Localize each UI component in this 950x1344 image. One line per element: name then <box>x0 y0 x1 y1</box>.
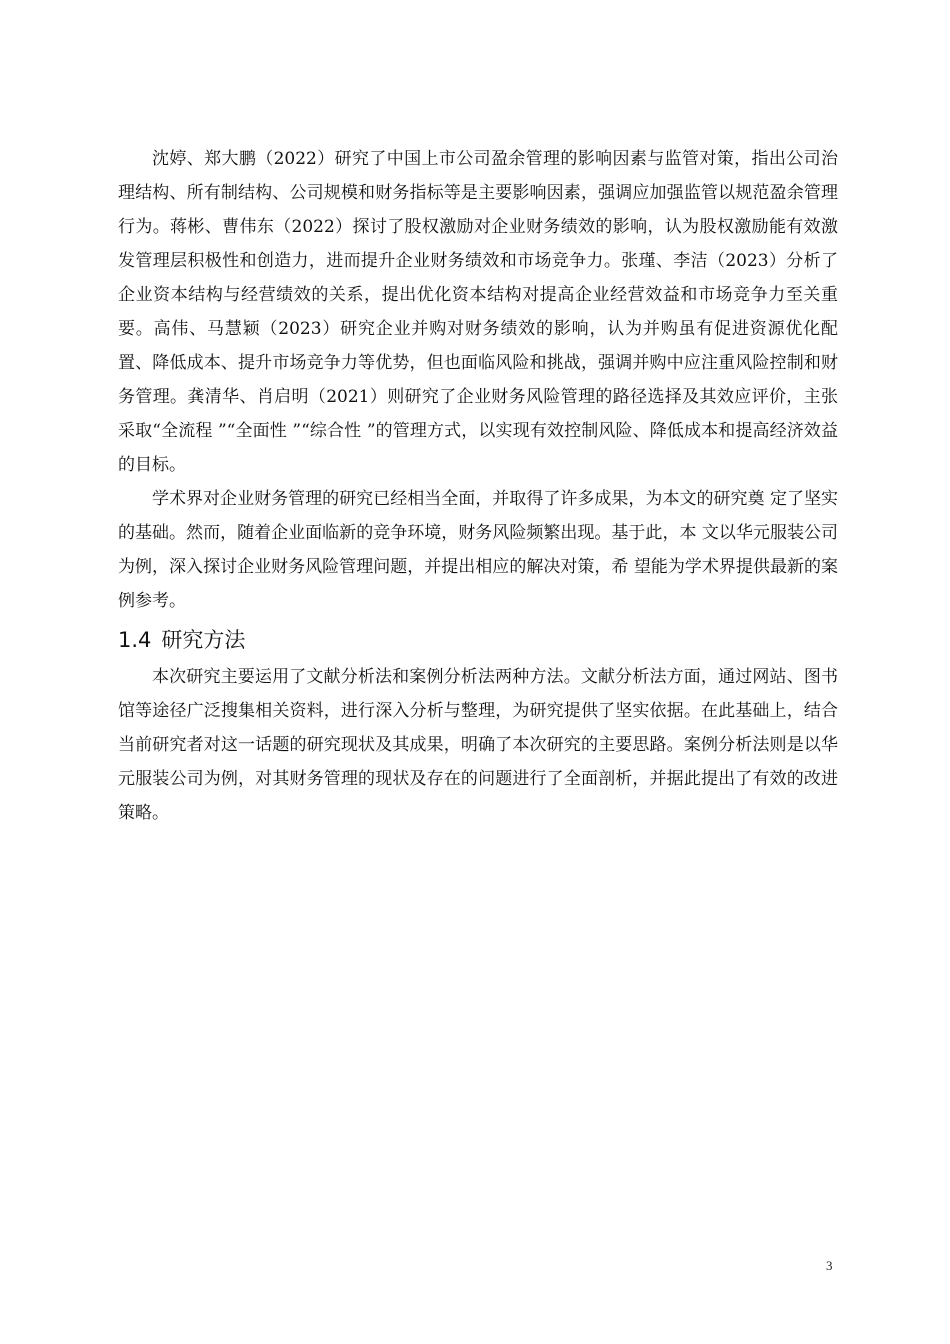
section-number: 1.4 <box>118 628 152 652</box>
section-title: 研究方法 <box>161 628 246 652</box>
section-heading <box>118 622 838 658</box>
literature-summary-paragraph: 学术界对企业财务管理的研究已经相当全面，并取得了许多成果，为本文的研究奠 定了坚实的基础。然而，随着企业面临新的竞争环境，财务风险频繁出现。基于此，本 文以华元服装公司为例，深入探讨企业财务风险管理问题，并提出相应的解决对策，希 望能为学术界提供最新的案例参考。 <box>118 489 838 611</box>
literature-review-paragraph: 沈婷、郑大鹏（2022）研究了中国上市公司盈余管理的影响因素与监管对策，指出公司治理结构、所有制结构、公司规模和财务指标等是主要影响因素，强调应加强监管以规范盈余管理行为。蒋彬、曹伟东（2022）探讨了股权激励对企业财务绩效的影响，认为股权激励能有效激发管理层积极性和创造力，进而提升企业财务绩效和市场竞争力。张瑾、李洁（2023）分析了企业资本结构与经营绩效的关系，提出优化资本结构对提高企业经营效益和市场竞争力至关重要。高伟、马慧颖（2023）研究企业并购对财务绩效的影响，认为并购虽有促进资源优化配置、降低成本、提升市场竞争力等优势，但也面临风险和挑战，强调并购中应注重风险控制和财务管理。龚清华、肖启明（2021）则研究了企业财务风险管理的路径选择及其效应评价，主张采取“全流程 ”“全面性 ”“综合性 ”的管理方式，以实现有效控制风险、降低成本和提高经济效益的目标。 <box>118 149 838 475</box>
page-number: 3 <box>826 1258 833 1273</box>
page-body <box>118 142 838 830</box>
research-methods-paragraph: 本次研究主要运用了文献分析法和案例分析法两种方法。文献分析法方面，通过网站、图书馆等途径广泛搜集相关资料，进行深入分析与整理，为研究提供了坚实依据。在此基础上，结合当前研究者对这一话题的研究现状及其成果，明确了本次研究的主要思路。案例分析法则是以华元服装公司为例，对其财务管理的现状及存在的问题进行了全面剖析，并据此提出了有效的改进策略。 <box>118 667 838 823</box>
